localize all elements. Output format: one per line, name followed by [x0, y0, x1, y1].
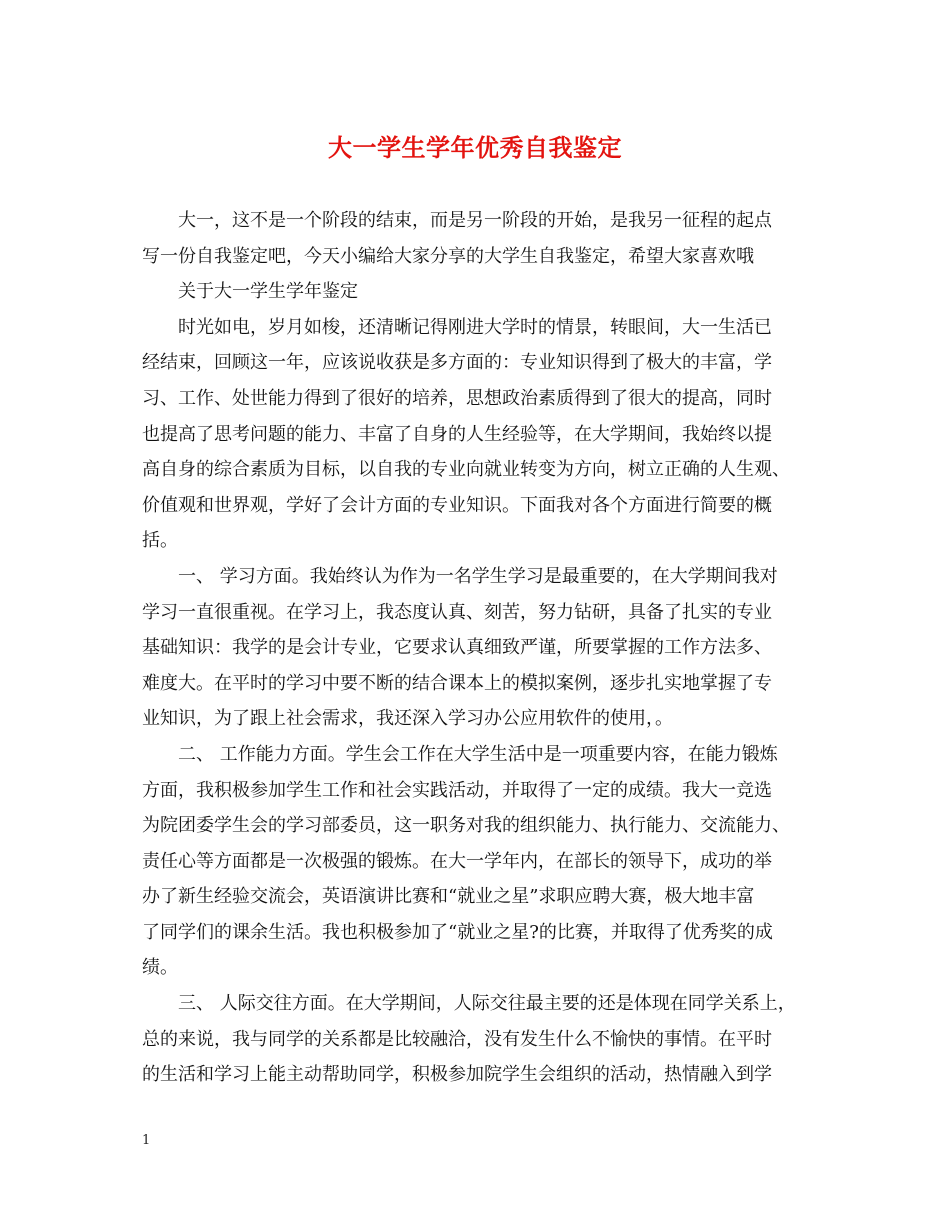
text-line: 一、 学习方面。我始终认为作为一名学生学习是最重要的，在大学期间我对 — [178, 565, 778, 587]
text-line: 难度大。在平时的学习中要不断的结合课本上的模拟案例，逐步扎实地掌握了专 — [142, 672, 772, 694]
text-line: 方面，我积极参加学生工作和社会实践活动，并取得了一定的成绩。我大一竞选 — [142, 779, 772, 801]
page-number: 1 — [142, 1133, 151, 1148]
text-line: 三、 人际交往方面。在大学期间，人际交往最主要的还是体现在同学关系上， — [178, 993, 796, 1015]
text-line: 了同学们的课余生活。我也积极参加了“就业之星?的比赛，并取得了优秀奖的成 — [142, 921, 773, 943]
text-line: 学习一直很重视。在学习上，我态度认真、刻苦，努力钻研，具备了扎实的专业 — [142, 601, 772, 623]
text-line: 绩。 — [142, 957, 178, 979]
text-line: 基础知识：我学的是会计专业，它要求认真细致严谨，所要掌握的工作方法多、 — [142, 637, 772, 659]
text-line: 价值观和世界观，学好了会计方面的专业知识。下面我对各个方面进行简要的概 — [142, 494, 772, 516]
study-paragraph — [142, 559, 832, 737]
text-line: 总的来说，我与同学的关系都是比较融洽，没有发生什么不愉快的事情。在平时 — [142, 1028, 772, 1050]
text-line: 也提高了思考问题的能力、丰富了自身的人生经验等，在大学期间，我始终以提 — [142, 423, 772, 445]
text-line: 经结束，回顾这一年，应该说收获是多方面的：专业知识得到了极大的丰富，学 — [142, 352, 772, 374]
text-line: 习、工作、处世能力得到了很好的培养，思想政治素质得到了很大的提高，同时 — [142, 387, 772, 409]
text-line: 办了新生经验交流会，英语演讲比赛和“就业之星”求职应聘大赛，极大地丰富 — [142, 886, 755, 908]
document-body — [142, 203, 832, 1093]
intro-paragraph — [142, 203, 832, 274]
social-paragraph — [142, 986, 832, 1093]
text-line: 责任心等方面都是一次极强的锻炼。在大一学年内，在部长的领导下，成功的举 — [142, 850, 772, 872]
text-line: 关于大一学生学年鉴定 — [178, 281, 358, 303]
text-line: 业知识，为了跟上社会需求，我还深入学习办公应用软件的使用，。 — [142, 708, 673, 730]
section-heading — [142, 274, 832, 310]
text-line: 二、 工作能力方面。学生会工作在大学生活中是一项重要内容，在能力锻炼 — [178, 743, 778, 765]
text-line: 为院团委学生会的学习部委员，这一职务对我的组织能力、执行能力、交流能力、 — [142, 815, 790, 837]
overview-paragraph — [142, 310, 832, 559]
text-line: 高自身的综合素质为目标，以自我的专业向就业转变为方向，树立正确的人生观、 — [142, 459, 790, 481]
document-title: 大一学生学年优秀自我鉴定 — [328, 133, 622, 162]
text-line: 的生活和学习上能主动帮助同学，积极参加院学生会组织的活动，热情融入到学 — [142, 1064, 772, 1086]
text-line: 时光如电，岁月如梭，还清晰记得刚进大学时的情景，转眼间，大一生活已 — [178, 316, 772, 338]
text-line: 写一份自我鉴定吧，今天小编给大家分享的大学生自我鉴定，希望大家喜欢哦 — [142, 245, 754, 267]
work-paragraph — [142, 737, 832, 986]
text-line: 括。 — [142, 530, 178, 552]
text-line: 大一，这不是一个阶段的结束，而是另一阶段的开始，是我另一征程的起点 — [178, 210, 772, 231]
